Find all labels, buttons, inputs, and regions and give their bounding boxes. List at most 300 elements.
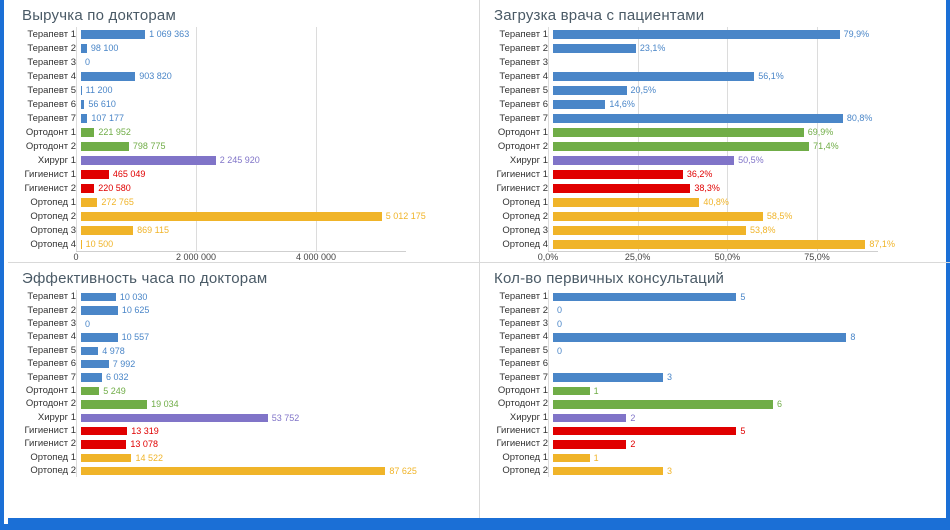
bar[interactable] — [81, 240, 82, 249]
bar-track — [81, 209, 426, 223]
bar-row[interactable] — [480, 237, 950, 251]
bar-row[interactable] — [480, 344, 950, 357]
bar[interactable] — [81, 360, 109, 368]
x-axis-tick: 75,0% — [804, 252, 830, 262]
category-label: Ортопед 2 — [30, 465, 76, 477]
bar[interactable] — [553, 454, 590, 462]
bar-track — [81, 411, 411, 424]
bar-track — [81, 111, 411, 125]
bar[interactable] — [553, 212, 763, 221]
category-label: Ортодонт 1 — [497, 384, 548, 396]
category-label: Терапевт 6 — [27, 98, 76, 110]
panel-primary-consultations — [479, 262, 950, 524]
bar-track — [81, 384, 411, 397]
category-label: Ортопед 4 — [30, 238, 76, 250]
bar-track — [553, 451, 883, 464]
category-label: Гигиенист 1 — [496, 168, 548, 180]
category-label: Терапевт 5 — [27, 344, 76, 356]
bar-track — [553, 41, 883, 55]
bar[interactable] — [81, 400, 147, 408]
category-label: Ортодонт 2 — [25, 398, 76, 410]
bar-row[interactable] — [8, 303, 479, 316]
panel-title: Кол-во первичных консультаций — [494, 270, 725, 287]
bar-value-label: 98 100 — [90, 43, 119, 53]
category-label: Гигиенист 2 — [24, 182, 76, 194]
category-label: Ортопед 3 — [502, 224, 548, 236]
x-axis-tick: 50,0% — [714, 252, 741, 262]
bar-track — [553, 139, 883, 153]
bar-track — [553, 181, 883, 195]
bar-value-label: 40,8% — [703, 197, 729, 207]
bar-row[interactable] — [480, 357, 950, 370]
bar-row[interactable] — [8, 397, 479, 410]
bar-row[interactable] — [480, 181, 950, 195]
bar[interactable] — [553, 44, 636, 53]
bar[interactable] — [81, 440, 126, 448]
bar-value-label: 0 — [85, 318, 91, 329]
bar-row[interactable] — [8, 223, 479, 237]
bar-value-label: 23,1% — [639, 43, 666, 53]
bar-value-label: 71,4% — [813, 141, 839, 151]
bar-value-label: 50,5% — [738, 155, 764, 165]
bar[interactable] — [81, 100, 84, 109]
bar-row[interactable] — [480, 317, 950, 330]
bar-value-label: 19 034 — [151, 399, 179, 410]
bar-value-label: 69,9% — [807, 127, 834, 137]
bar-value-label: 13 078 — [130, 439, 158, 450]
bar-track — [553, 357, 883, 370]
bar-track — [81, 153, 411, 167]
bar[interactable] — [81, 114, 87, 123]
bar-row[interactable] — [8, 69, 479, 83]
bar-track — [81, 41, 411, 55]
category-label: Терапевт 6 — [499, 358, 548, 370]
bar[interactable] — [553, 400, 773, 408]
category-label: Гигиенист 2 — [496, 438, 548, 450]
bar-value-label: 10 030 — [119, 292, 148, 302]
bar[interactable] — [81, 387, 99, 395]
bar[interactable] — [553, 240, 865, 249]
bar[interactable] — [553, 226, 746, 235]
bar-track — [553, 27, 883, 41]
bar-row[interactable] — [480, 451, 950, 464]
category-label: Ортопед 1 — [502, 451, 548, 463]
bar[interactable] — [553, 184, 690, 193]
x-axis-tick: 4 000 000 — [295, 252, 337, 262]
bar[interactable] — [81, 86, 82, 95]
bar-track — [553, 209, 883, 223]
category-label: Ортодонт 1 — [497, 126, 548, 138]
bar[interactable] — [553, 86, 627, 95]
category-label: Гигиенист 2 — [496, 182, 548, 194]
bar-row[interactable] — [480, 330, 950, 343]
bar-row[interactable] — [8, 41, 479, 55]
bar-value-label: 1 — [593, 452, 599, 463]
bar-row[interactable] — [8, 27, 479, 41]
bar-track — [81, 357, 411, 370]
bar-value-label: 38,3% — [694, 183, 720, 193]
category-label: Терапевт 5 — [27, 84, 76, 96]
bar[interactable] — [553, 198, 699, 207]
category-label: Терапевт 2 — [499, 42, 548, 54]
bar[interactable] — [553, 72, 754, 81]
bar-track — [553, 397, 883, 410]
bar[interactable] — [553, 30, 840, 39]
bar[interactable] — [553, 333, 846, 341]
bar[interactable] — [553, 142, 809, 151]
chart-revenue-by-doctor — [8, 27, 479, 262]
bar-value-label: 5 — [740, 292, 746, 302]
bar-track — [553, 370, 883, 383]
bar[interactable] — [81, 128, 94, 137]
category-label: Терапевт 2 — [499, 304, 548, 316]
bar-row[interactable] — [480, 69, 950, 83]
bar-row[interactable] — [480, 303, 950, 316]
bar-row[interactable] — [480, 97, 950, 111]
bar-row[interactable] — [480, 437, 950, 450]
category-label: Терапевт 4 — [499, 70, 548, 82]
bar-value-label: 8 — [850, 332, 856, 343]
bar-track — [553, 437, 883, 450]
bar-value-label: 3 — [667, 372, 673, 383]
bar[interactable] — [553, 427, 736, 435]
bar-value-label: 14,6% — [609, 99, 635, 109]
bar-row[interactable] — [8, 55, 479, 69]
x-axis-tick: 0,0% — [537, 252, 559, 262]
bar-track — [81, 55, 411, 69]
bar[interactable] — [553, 156, 734, 165]
bar[interactable] — [81, 198, 97, 207]
chart-doctor-load — [480, 27, 950, 262]
bar-track — [553, 464, 883, 477]
category-label: Терапевт 2 — [27, 42, 76, 54]
category-label: Ортодонт 2 — [497, 140, 548, 152]
category-label: Терапевт 1 — [27, 28, 76, 40]
bar-row[interactable] — [8, 451, 479, 464]
category-label: Ортодонт 2 — [25, 140, 76, 152]
category-label: Ортодонт 1 — [25, 384, 76, 396]
category-label: Терапевт 5 — [499, 84, 548, 96]
bar-track — [553, 83, 883, 97]
category-label: Ортопед 2 — [502, 210, 548, 222]
dashboard-grid — [8, 0, 950, 524]
bar[interactable] — [553, 170, 683, 179]
chart-hour-efficiency — [8, 290, 479, 477]
bar-track — [553, 344, 883, 357]
bar-track — [81, 139, 411, 153]
category-label: Ортопед 2 — [502, 465, 548, 477]
bar-track — [81, 195, 411, 209]
bar-row[interactable] — [8, 370, 479, 383]
bar[interactable] — [553, 467, 663, 475]
bar[interactable] — [81, 454, 131, 462]
bar-rows — [8, 290, 479, 477]
bar-row[interactable] — [480, 83, 950, 97]
category-label: Гигиенист 2 — [24, 438, 76, 450]
bar-value-label: 272 765 — [101, 197, 134, 207]
category-label: Терапевт 4 — [27, 331, 76, 343]
bottom-accent-strip — [8, 518, 950, 524]
x-axis — [537, 251, 878, 262]
bar-row[interactable] — [480, 125, 950, 139]
bar-row[interactable] — [8, 317, 479, 330]
bar-value-label: 0 — [557, 345, 563, 356]
bar-value-label: 220 580 — [98, 183, 131, 193]
bar-row[interactable] — [480, 167, 950, 181]
bar-row[interactable] — [480, 195, 950, 209]
bar-value-label: 11 200 — [85, 85, 113, 95]
bar-row[interactable] — [8, 97, 479, 111]
bar-track — [553, 317, 883, 330]
bar-track — [81, 83, 411, 97]
bar-track — [553, 167, 883, 181]
bar-track — [81, 464, 417, 477]
bar-track — [553, 411, 883, 424]
bar-value-label: 798 775 — [132, 141, 166, 151]
bar-track — [81, 397, 411, 410]
bar[interactable] — [81, 156, 216, 165]
bar[interactable] — [81, 467, 385, 475]
bar-value-label: 79,9% — [843, 29, 870, 39]
x-axis-tick: 0 — [73, 252, 79, 262]
category-label: Хирург 1 — [37, 411, 76, 423]
bar-value-label: 53,8% — [749, 225, 776, 235]
bar-row[interactable] — [480, 153, 950, 167]
category-label: Хирург 1 — [509, 411, 548, 423]
category-label: Терапевт 7 — [499, 112, 548, 124]
bar-row[interactable] — [8, 125, 479, 139]
bar-track — [553, 111, 883, 125]
bar-row[interactable] — [480, 41, 950, 55]
bar[interactable] — [81, 170, 109, 179]
bar[interactable] — [81, 30, 145, 39]
bar-row[interactable] — [480, 27, 950, 41]
bar-row[interactable] — [8, 464, 479, 477]
bar-value-label: 10 500 — [85, 239, 114, 249]
bar-value-label: 869 115 — [137, 225, 170, 235]
bar-row[interactable] — [8, 237, 479, 251]
bar-value-label: 58,5% — [766, 211, 793, 221]
bar-row[interactable] — [480, 397, 950, 410]
bar-value-label: 0 — [557, 318, 563, 329]
bar-value-label: 87 625 — [389, 466, 417, 477]
chart-primary-consultations — [480, 290, 950, 477]
category-label: Гигиенист 1 — [24, 425, 76, 437]
bar[interactable] — [81, 306, 118, 314]
category-label: Терапевт 3 — [499, 56, 548, 68]
bar-value-label: 0 — [557, 305, 563, 316]
category-label: Терапевт 5 — [499, 344, 548, 356]
bar[interactable] — [553, 373, 663, 381]
bar-value-label: 2 — [630, 412, 636, 423]
category-label: Хирург 1 — [509, 154, 548, 166]
bar-row[interactable] — [8, 437, 479, 450]
bar[interactable] — [81, 44, 87, 53]
category-label: Терапевт 1 — [27, 291, 76, 303]
bar-track — [553, 330, 883, 343]
bar-row[interactable] — [8, 83, 479, 97]
bar[interactable] — [553, 100, 605, 109]
category-label: Терапевт 4 — [499, 331, 548, 343]
bar-row[interactable] — [8, 344, 479, 357]
category-label: Терапевт 6 — [27, 358, 76, 370]
bar-value-label: 53 752 — [271, 412, 300, 423]
bar-value-label: 465 049 — [112, 169, 146, 179]
bar[interactable] — [553, 387, 590, 395]
bar-row[interactable] — [480, 424, 950, 437]
bar-track — [553, 290, 883, 303]
bar[interactable] — [81, 347, 98, 355]
bar-track — [553, 384, 883, 397]
bar[interactable] — [553, 440, 626, 448]
bar-row[interactable] — [480, 370, 950, 383]
bar-row[interactable] — [480, 223, 950, 237]
bar-row[interactable] — [8, 411, 479, 424]
bar-value-label: 5 249 — [103, 385, 126, 396]
bar-rows — [8, 27, 479, 251]
bar-value-label: 5 012 175 — [385, 211, 426, 221]
bar-value-label: 7 992 — [112, 358, 136, 369]
bar[interactable] — [81, 333, 118, 341]
bar-row[interactable] — [8, 424, 479, 437]
bar-row[interactable] — [8, 195, 479, 209]
bar-row[interactable] — [8, 209, 479, 223]
bar-track — [553, 424, 883, 437]
bar-row[interactable] — [8, 167, 479, 181]
bar-value-label: 56,1% — [758, 71, 784, 81]
bar-track — [81, 317, 411, 330]
bar-value-label: 1 069 363 — [149, 29, 190, 39]
bar[interactable] — [81, 142, 129, 151]
bar-value-label: 4 978 — [102, 345, 125, 356]
panel-doctor-load — [479, 0, 950, 262]
category-label: Терапевт 3 — [499, 317, 548, 329]
bar[interactable] — [81, 72, 135, 81]
bar-row[interactable] — [480, 55, 950, 69]
bar-track — [81, 437, 411, 450]
bar-value-label: 0 — [85, 57, 91, 67]
panel-title: Эффективность часа по докторам — [22, 270, 268, 287]
category-label: Гигиенист 1 — [496, 425, 548, 437]
bar-value-label: 14 522 — [135, 452, 163, 463]
bar[interactable] — [81, 212, 382, 221]
bar-value-label: 2 245 920 — [219, 155, 260, 165]
category-label: Терапевт 4 — [27, 70, 76, 82]
bar-row[interactable] — [8, 153, 479, 167]
bar[interactable] — [81, 373, 102, 381]
bar-track — [81, 167, 411, 181]
bar-value-label: 20,5% — [630, 85, 657, 95]
bar-track — [81, 424, 411, 437]
bar-track — [81, 344, 411, 357]
bar[interactable] — [81, 414, 268, 422]
bar-track — [81, 181, 411, 195]
bar-value-label: 107 177 — [91, 113, 124, 123]
bar-value-label: 6 032 — [105, 372, 129, 383]
category-label: Ортопед 2 — [30, 210, 76, 222]
bar[interactable] — [553, 114, 843, 123]
bar-track — [81, 451, 411, 464]
bar-track — [553, 55, 883, 69]
x-axis-tick: 25,0% — [624, 252, 651, 262]
category-label: Терапевт 3 — [27, 317, 76, 329]
bar-row[interactable] — [480, 464, 950, 477]
bar-value-label: 10 625 — [121, 305, 150, 316]
bar-track — [81, 290, 411, 303]
bar[interactable] — [81, 293, 116, 301]
bar-value-label: 5 — [740, 425, 746, 436]
bar-track — [81, 125, 411, 139]
bar-value-label: 13 319 — [131, 425, 159, 436]
bar-row[interactable] — [8, 181, 479, 195]
category-label: Терапевт 7 — [499, 371, 548, 383]
bar-track — [81, 370, 411, 383]
bar-row[interactable] — [480, 139, 950, 153]
axis-line — [76, 251, 406, 252]
bar-row[interactable] — [480, 384, 950, 397]
bar-track — [81, 330, 411, 343]
bar-track — [553, 153, 883, 167]
category-label: Ортодонт 2 — [497, 398, 548, 410]
bar-track — [81, 237, 411, 251]
bar-track — [81, 97, 411, 111]
bar-row[interactable] — [480, 411, 950, 424]
bar[interactable] — [553, 128, 804, 137]
x-axis-tick: 2 000 000 — [175, 252, 217, 262]
bar-row[interactable] — [8, 290, 479, 303]
bar[interactable] — [81, 184, 94, 193]
category-label: Ортопед 1 — [30, 196, 76, 208]
panel-title: Выручка по докторам — [22, 7, 176, 24]
bar-value-label: 87,1% — [869, 239, 895, 249]
bar-track — [553, 195, 883, 209]
bar-track — [81, 303, 411, 316]
bar-track — [553, 97, 883, 111]
bar-rows — [480, 290, 950, 477]
bar-row[interactable] — [8, 139, 479, 153]
bar-track — [553, 237, 895, 251]
bar-value-label: 3 — [667, 466, 673, 477]
bar-value-label: 2 — [630, 439, 636, 450]
bar[interactable] — [553, 293, 736, 301]
bar-row[interactable] — [8, 357, 479, 370]
bar-row[interactable] — [8, 384, 479, 397]
bar-row[interactable] — [8, 330, 479, 343]
category-label: Ортопед 1 — [30, 451, 76, 463]
bar-value-label: 80,8% — [846, 113, 873, 123]
bar-track — [553, 69, 883, 83]
category-label: Терапевт 3 — [27, 56, 76, 68]
category-label: Терапевт 6 — [499, 98, 548, 110]
bar-track — [553, 303, 883, 316]
x-axis — [73, 251, 406, 262]
bar[interactable] — [81, 226, 133, 235]
bar-row[interactable] — [480, 209, 950, 223]
category-label: Гигиенист 1 — [24, 168, 76, 180]
bar-track — [553, 125, 883, 139]
panel-hour-efficiency — [8, 262, 479, 524]
bar-track — [81, 69, 411, 83]
category-label: Хирург 1 — [37, 154, 76, 166]
category-label: Ортопед 3 — [30, 224, 76, 236]
bar-row[interactable] — [480, 290, 950, 303]
bar-row[interactable] — [8, 111, 479, 125]
bar[interactable] — [81, 427, 127, 435]
bar[interactable] — [553, 414, 626, 422]
bar-row[interactable] — [480, 111, 950, 125]
category-label: Терапевт 7 — [27, 371, 76, 383]
category-label: Ортопед 1 — [502, 196, 548, 208]
